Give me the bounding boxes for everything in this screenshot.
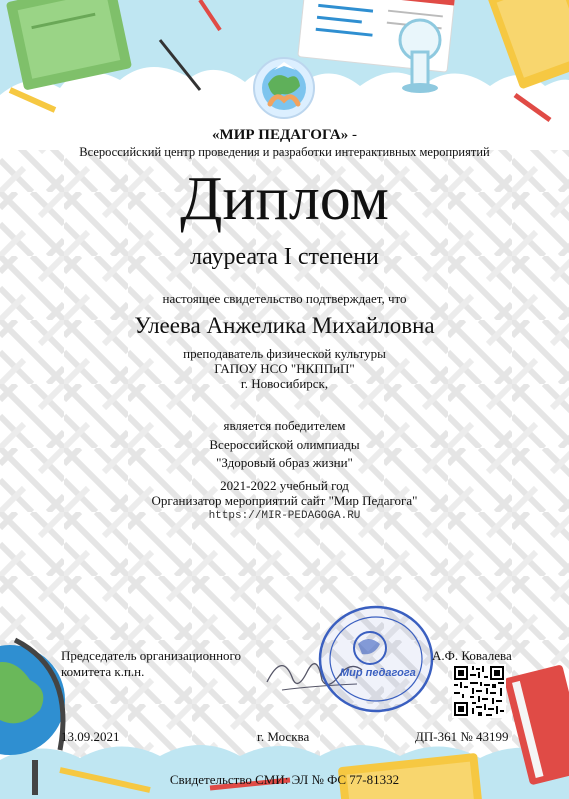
chair-line-2: комитета к.п.н.	[61, 664, 145, 679]
org-name: «МИР ПЕДАГОГА»	[212, 127, 349, 143]
org-header	[0, 127, 569, 144]
academic-year: 2021-2022 учебный год	[220, 478, 349, 493]
recipient-name: Улеева Анжелика Михайловна	[134, 313, 435, 338]
issue-date: 13.09.2021	[61, 729, 120, 744]
recipient-institution: ГАПОУ НСО "НКППиП"	[214, 361, 355, 376]
media-certificate: Свидетельство СМИ: ЭЛ № ФС 77-81332	[169, 772, 400, 787]
event-name: "Здоровый образ жизни"	[216, 455, 353, 470]
website-link[interactable]: https://MIR-PEDAGOGA.RU	[208, 510, 361, 522]
qr-code[interactable]	[452, 664, 506, 718]
issue-place: г. Москва	[257, 729, 310, 744]
result-text: является победителем	[223, 418, 346, 433]
recipient-position: преподаватель физической культуры	[183, 346, 386, 361]
signer-name: А.Ф. Ковалева	[432, 648, 512, 663]
certifies-text: настоящее свидетельство подтверждает, что	[162, 291, 407, 306]
event-type: Всероссийской олимпиады	[209, 437, 360, 452]
org-subtitle: Всероссийский центр проведения и разработки интерактивных мероприятий	[79, 145, 490, 159]
diploma-degree: лауреата I степени	[190, 244, 379, 270]
chair-line-1: Председатель организационного	[61, 648, 242, 663]
recipient-city: г. Новосибирск,	[240, 376, 329, 391]
diploma-title: Диплом	[180, 165, 389, 233]
org-dash: -	[348, 127, 357, 143]
document-number: ДП-361 № 43199	[415, 729, 509, 744]
stamp-text: Мир педагога	[340, 667, 416, 679]
official-stamp	[318, 604, 434, 714]
organizer-text: Организатор мероприятий сайт "Мир Педагога"	[151, 493, 418, 508]
